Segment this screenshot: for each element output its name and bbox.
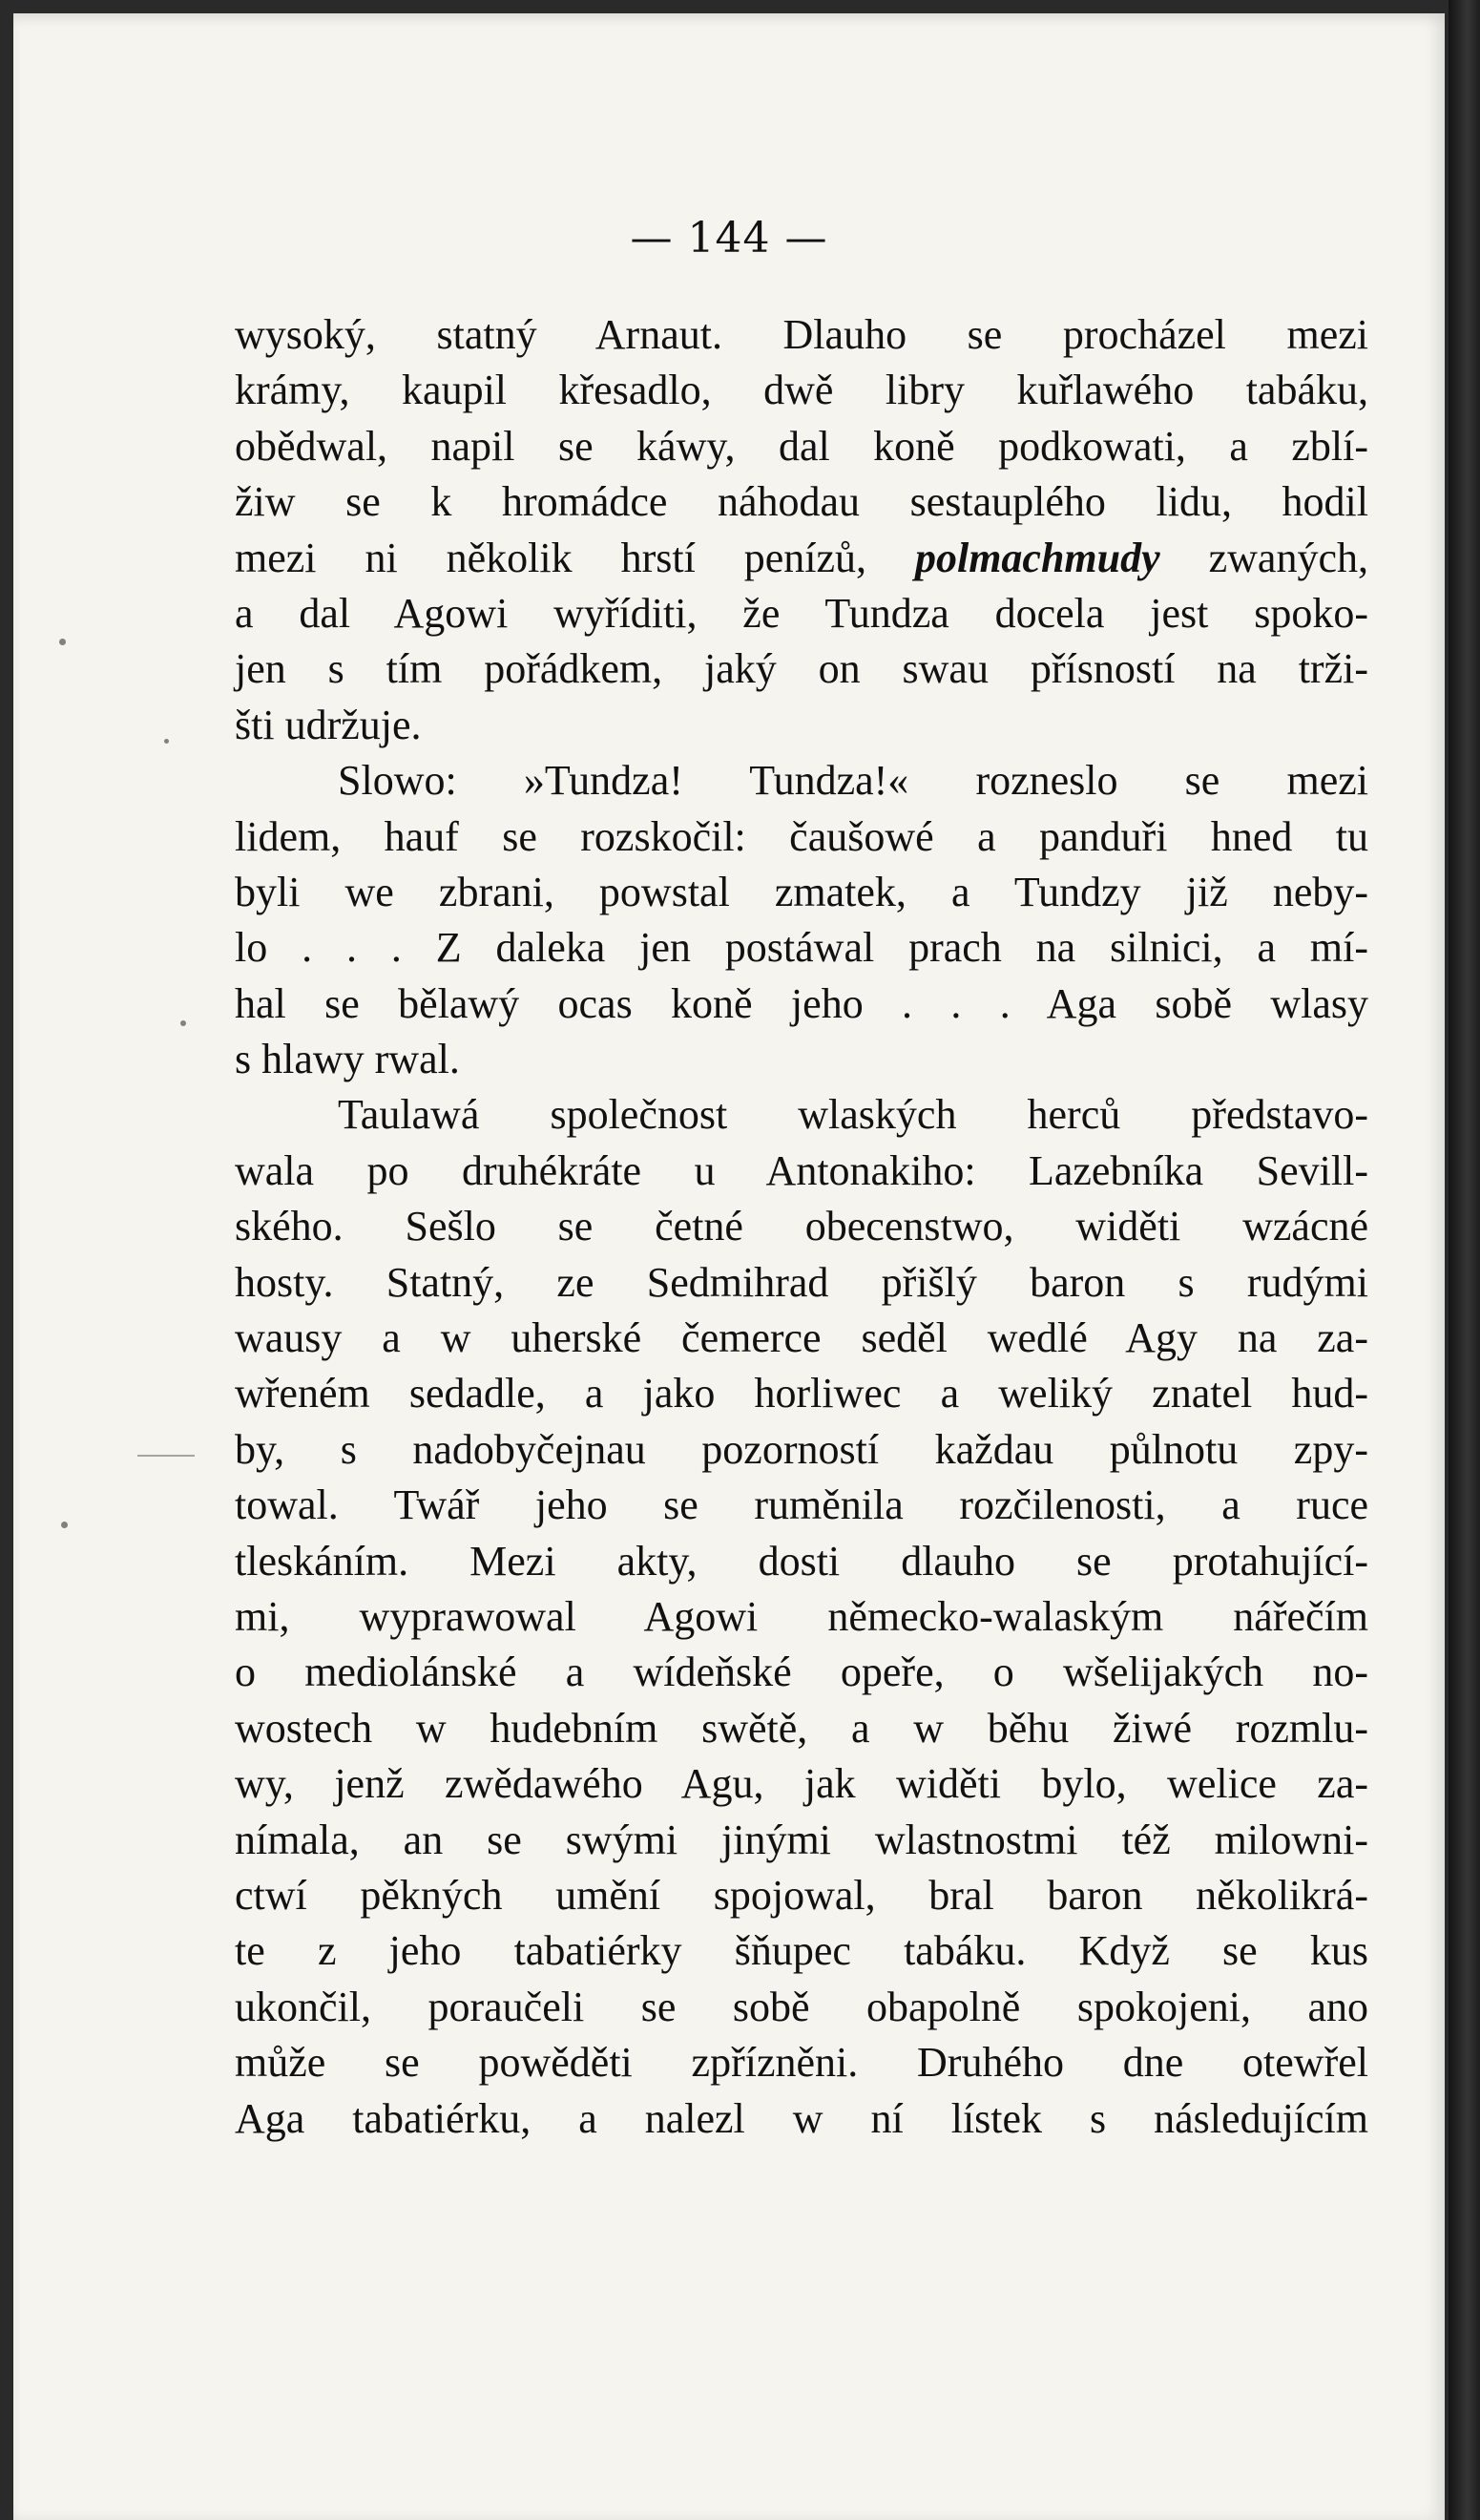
text-line: ukončil, poraučeli se sobě obapolně spokojeni, ano [235, 1983, 1368, 2030]
text-line: Taulawá společnost wlaských herců představo- [338, 1091, 1368, 1139]
text-line: krámy, kaupil křesadlo, dwě libry kuřlawého tabáku, [235, 367, 1368, 414]
text-line: hosty. Statný, ze Sedmihrad přišlý baron s rudými [235, 1258, 1368, 1306]
text-line: šti udržuje. [235, 701, 422, 748]
text-line: te z jeho tabatiérky šňupec tabáku. Když se kus [235, 1927, 1368, 1975]
text-segment: mezi ni několik hrstí penízů, [235, 534, 867, 581]
scan-speck [59, 639, 66, 645]
paragraph-3 [235, 1087, 1368, 2146]
text-line: lo . . . Z daleka jen postáwal prach na silnici, a mí- [235, 924, 1368, 972]
text-segment: zwaných, [1208, 534, 1368, 581]
paragraph-2 [235, 753, 1368, 1087]
body-text [235, 307, 1368, 2147]
page-number: — 144 — [630, 214, 828, 262]
text-line: by, s nadobyčejnau pozorností každau půlnotu zpy- [235, 1425, 1368, 1473]
text-line: wausy a w uherské čemerce seděl wedlé Agy na za- [235, 1314, 1368, 1362]
text-line: Aga tabatiérku, a nalezl w ní lístek s následujícím [235, 2094, 1368, 2142]
text-line: s hlawy rwal. [235, 1036, 460, 1083]
italic-term: polmachmudy [914, 534, 1160, 581]
scan-line-mark [137, 1455, 195, 1457]
text-line: jen s tím pořádkem, jaký on swau přísností na trži- [235, 645, 1368, 693]
text-line: ctwí pěkných umění spojowal, bral baron několikrá- [235, 1871, 1368, 1919]
text-line: wala po druhékráte u Antonakiho: Lazebníka Sevill- [235, 1146, 1368, 1194]
text-line: ského. Sešlo se četné obecenstwo, widěti wzácné [235, 1203, 1368, 1250]
text-line: mi, wyprawowal Agowi německo-walaským nářečím [235, 1592, 1368, 1640]
scan-speck [180, 1020, 186, 1026]
text-line: wřeném sedadle, a jako horliwec a weliký znatel hud- [235, 1370, 1368, 1418]
book-page [13, 13, 1445, 2520]
text-line: lidem, hauf se rozskočil: čaušowé a panduři hned tu [235, 812, 1368, 860]
text-line: towal. Twář jeho se ruměnila rozčilenosti, a ruce [235, 1481, 1368, 1529]
scan-speck [61, 1522, 68, 1528]
text-line: hal se bělawý ocas koně jeho . . . Aga sobě wlasy [235, 979, 1368, 1027]
text-line-with-italic [235, 531, 1368, 586]
text-line: Slowo: »Tundza! Tundza!« rozneslo se mezi [338, 757, 1368, 805]
text-line: může se powěděti zpřízněni. Druhého dne otewřel [235, 2039, 1368, 2087]
text-line: žiw se k hromádce náhodau sestauplého lidu, hodil [235, 478, 1368, 526]
scan-speck [164, 739, 169, 744]
page-edge [1449, 0, 1480, 2520]
text-line: obědwal, napil se káwy, dal koně podkowati, a zblí- [235, 422, 1368, 470]
text-line: byli we zbrani, powstal zmatek, a Tundzy již neby- [235, 868, 1368, 915]
text-line: o mediolánské a wídeňské opeře, o wšelijakých no- [235, 1648, 1368, 1696]
text-line: a dal Agowi wyříditi, že Tundza docela jest spoko- [235, 589, 1368, 637]
paragraph-1 [235, 307, 1368, 753]
text-line: tleskáním. Mezi akty, dosti dlauho se protahující- [235, 1537, 1368, 1585]
text-line: wysoký, statný Arnaut. Dlauho se procházel mezi [235, 311, 1368, 358]
text-line: wy, jenž zwědawého Agu, jak widěti bylo, welice za- [235, 1760, 1368, 1808]
text-line: nímala, an se swými jinými wlastnostmi též milowni- [235, 1816, 1368, 1863]
text-line: wostech w hudebním swětě, a w běhu žiwé rozmlu- [235, 1704, 1368, 1752]
